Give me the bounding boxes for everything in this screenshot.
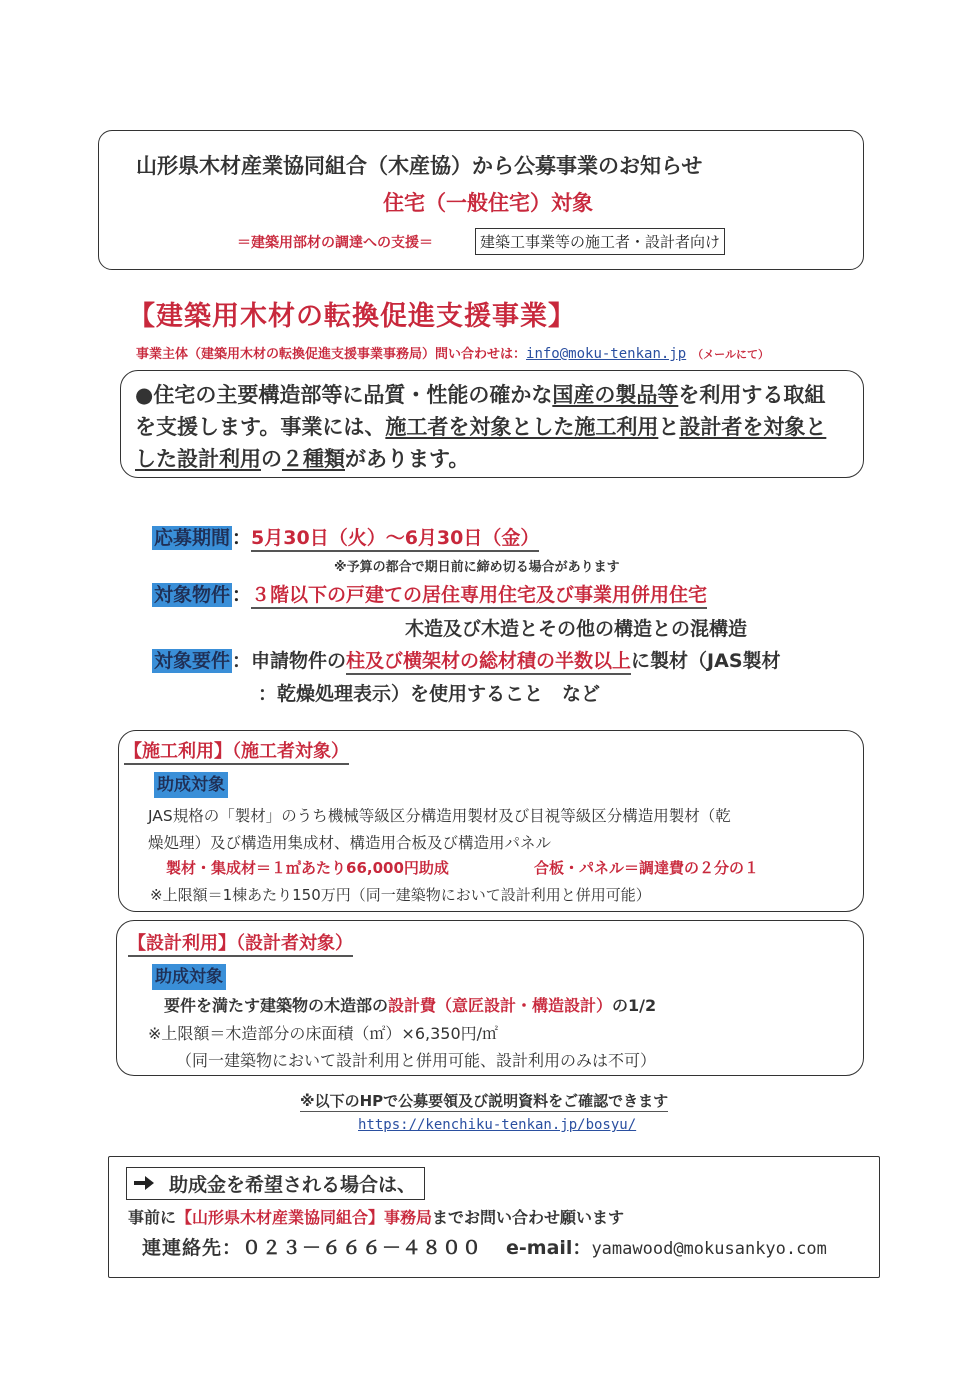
footer-line	[128, 1205, 624, 1228]
design-desc-emphasis: 設計費（意匠設計・構造設計）	[388, 996, 613, 1015]
program-contact	[136, 343, 769, 362]
intro-emphasis: 国産の製品等	[552, 383, 679, 407]
construction-subsidy-label	[154, 770, 228, 795]
construction-cap: ※上限額＝1棟あたり150万円（同一建築物において設計利用と併用可能）	[150, 886, 651, 904]
construction-heading	[124, 737, 349, 763]
hp-url-link[interactable]: https://kenchiku-tenkan.jp/bosyu/	[358, 1117, 637, 1133]
construction-desc-2: 燥処理）及び構造用集成材、構造用合板及び構造用パネル	[148, 834, 552, 852]
period-value: 5月30日（火）～6月30日（金）	[251, 527, 539, 552]
footer-text: までお問い合わせ願います	[432, 1208, 625, 1227]
intro-emphasis: 設計者を対象と	[679, 415, 827, 439]
contact-prefix: 事業主体（建築用木材の転換促進支援事業事務局）問い合わせは：	[136, 347, 527, 362]
header-title: 山形県木材産業協同組合（木産協）から公募事業のお知らせ	[136, 154, 703, 178]
intro-line-2	[135, 411, 826, 441]
design-cap: ※上限額＝木造部分の床面積（㎡）×6,350円/㎡	[148, 1024, 499, 1043]
design-desc-text: の1/2	[612, 996, 657, 1015]
intro-text: を利用する取組	[678, 383, 826, 407]
email-label: e-mail：	[506, 1237, 592, 1259]
design-subsidy-label	[152, 962, 226, 987]
program-name: 【建築用木材の転換促進支援事業】	[128, 301, 576, 332]
property-label: 対象物件	[154, 584, 231, 606]
property-value: ３階以下の戸建ての居住専用住宅及び事業用併用住宅	[251, 584, 707, 609]
requirement-line-2: ：乾燥処理表示）を使用すること など	[258, 683, 601, 705]
contact-phone: 連連絡先：０２３－６６６－４８００	[142, 1237, 483, 1259]
property-row	[152, 580, 707, 607]
property-note: 木造及び木造とその他の構造との混構造	[405, 618, 748, 640]
period-row	[152, 523, 539, 550]
contact-email[interactable]: yamawood@mokusankyo.com	[591, 1239, 827, 1259]
right-arrow-icon	[133, 1174, 155, 1196]
colon: ：	[232, 584, 252, 606]
intro-emphasis: した設計利用	[135, 447, 261, 471]
intro-text: と	[658, 415, 680, 439]
footer-contact	[142, 1233, 827, 1260]
construction-rate-a: 製材・集成材＝１㎥あたり66,000円助成	[166, 859, 449, 877]
requirement-text: ：申請物件の	[232, 650, 347, 672]
intro-line-3	[135, 443, 469, 473]
subsidy-label: 助成対象	[152, 964, 226, 990]
hp-note: ※以下のHPで公募要領及び説明資料をご確認できます	[300, 1092, 669, 1110]
construction-desc-1: JAS規格の「製材」のうち機械等級区分構造用製材及び目視等級区分構造用製材（乾	[148, 807, 731, 825]
header-subtitle: 住宅（一般住宅）対象	[383, 191, 593, 215]
design-heading-a: 【設計利用】	[128, 933, 236, 957]
construction-heading-b: （施工者対象）	[232, 741, 349, 765]
design-heading-b: （設計者対象）	[236, 933, 353, 957]
construction-heading-a: 【施工利用】	[124, 741, 232, 765]
requirement-row	[152, 646, 781, 673]
intro-text: の	[261, 447, 282, 471]
requirement-label: 対象要件	[154, 650, 231, 672]
colon: ：	[232, 527, 252, 549]
intro-text: を支援します。事業には、	[135, 415, 386, 439]
support-label: ＝建築用部材の調達への支援＝	[237, 235, 433, 251]
period-label: 応募期間	[154, 527, 231, 549]
footer-cta-text: 助成金を希望される場合は、	[169, 1174, 417, 1196]
requirement-text: に製材（JAS製材	[631, 650, 781, 672]
design-desc	[164, 993, 656, 1016]
footer-cta	[126, 1167, 425, 1200]
footer-text: 事前に	[128, 1208, 177, 1227]
construction-rate-b: 合板・パネル＝調達費の２分の１	[534, 859, 760, 877]
footer-office: 【山形県木材産業協同組合】事務局	[176, 1208, 433, 1227]
period-note: ※予算の都合で期日前に締め切る場合があります	[334, 560, 620, 575]
audience-label: 建築工事業等の施工者・設計者向け	[475, 228, 725, 255]
requirement-emphasis: 柱及び横架材の総材積の半数以上	[346, 650, 631, 675]
intro-line-1	[135, 379, 825, 409]
contact-suffix: （メールにて）	[692, 348, 769, 361]
intro-text: ●住宅の主要構造部等に品質・性能の確かな	[135, 383, 553, 407]
intro-text: があります。	[345, 447, 470, 471]
intro-emphasis: ２種類	[282, 447, 345, 471]
intro-emphasis: 施工者を対象とした施工利用	[385, 415, 659, 439]
subsidy-label: 助成対象	[154, 772, 228, 798]
design-heading	[128, 929, 353, 955]
design-note: （同一建築物において設計利用と併用可能、設計利用のみは不可）	[176, 1051, 657, 1070]
design-desc-text: 要件を満たす建築物の木造部の	[164, 996, 389, 1015]
contact-email-link[interactable]: info@moku-tenkan.jp	[526, 346, 687, 362]
